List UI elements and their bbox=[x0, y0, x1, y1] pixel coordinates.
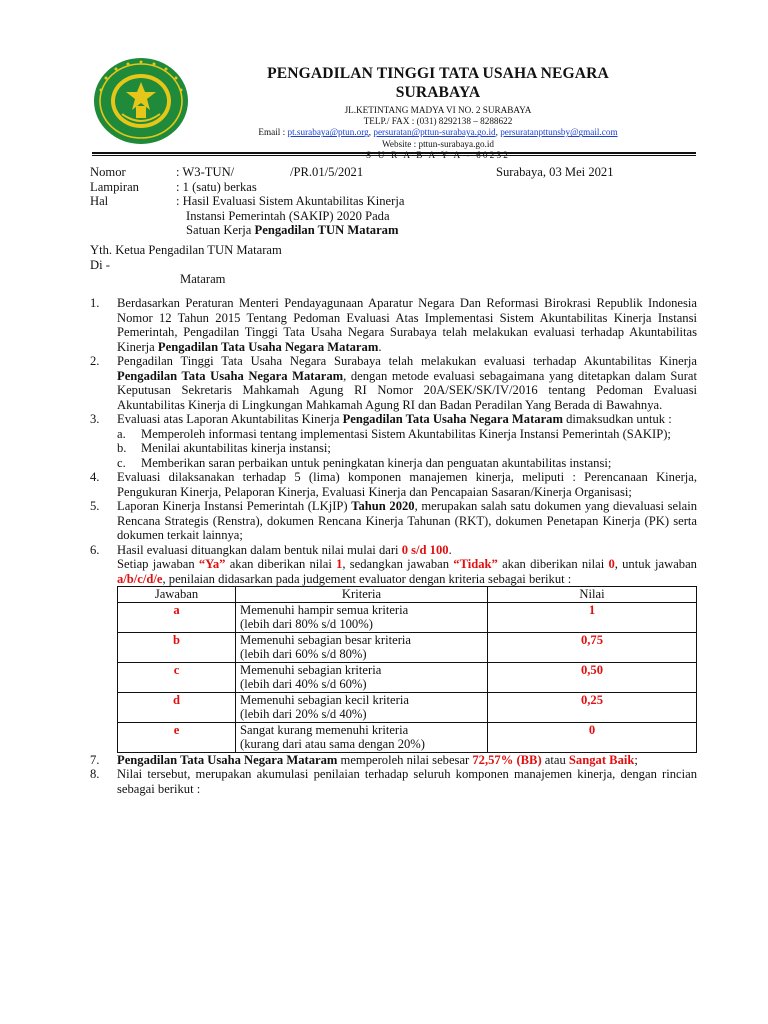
letterhead-website: Website : pttun-surabaya.go.id bbox=[381, 138, 495, 149]
nomor-suffix: /PR.01/5/2021 bbox=[290, 165, 364, 179]
table-row: e Sangat kurang memenuhi kriteria (kurang dari atau sama dengan 20%) 0 bbox=[118, 722, 697, 752]
list-item-4: 4. Evaluasi dilaksanakan terhadap 5 (lima) komponen manajemen kinerja, meliputi : Perencanaan Kinerja, Pengukuran Kinerja, Pelaporan Kinerja, Evaluasi Kinerja dan Pencapaian Sasaran/Kinerja Organisasi; bbox=[90, 470, 697, 499]
hal-line-3: Satuan Kerja Pengadilan TUN Mataram bbox=[186, 223, 399, 237]
hal-label: Hal bbox=[90, 194, 109, 208]
list-item-2: 2. Pengadilan Tinggi Tata Usaha Negara Surabaya telah melakukan evaluasi terhadap Akuntabilitas Kinerja Pengadilan Tata Usaha Negara Mataram, dengan metode evaluasi sebagaimana yang ditetapkan dalam Surat Keputusan Sekretaris Mahkamah Agung RI Nomor 20A/SEK/SK/IV/2016 tentang Pedoman Evaluasi Akuntabilitas Kinerja di Lingkungan Mahkamah Agung RI dan Badan Peradilan Yang Berada di Bawahnya. bbox=[90, 354, 697, 412]
lampiran-value: : 1 (satu) berkas bbox=[176, 179, 257, 194]
final-score: 72,57% (BB) bbox=[472, 752, 542, 767]
letter-body bbox=[90, 296, 697, 796]
table-header-kriteria: Kriteria bbox=[236, 587, 488, 603]
hal-line-2: Instansi Pemerintah (SAKIP) 2020 Pada bbox=[186, 208, 390, 223]
table-header-jawaban: Jawaban bbox=[118, 587, 236, 603]
letterhead-email-line: Email : pt.surabaya@ptun.org, persuratan@pttun-surabaya.go.id, persuratanpttunsby@gmail.com bbox=[258, 127, 618, 138]
lampiran-label: Lampiran bbox=[90, 179, 139, 194]
table-row: b Memenuhi sebagian besar kriteria (lebih dari 60% s/d 80%) 0,75 bbox=[118, 632, 697, 662]
hal-subject-bold: Pengadilan TUN Mataram bbox=[254, 223, 399, 237]
table-header-nilai: Nilai bbox=[488, 587, 697, 603]
letter-header-fields bbox=[90, 165, 700, 238]
nomor-value: : W3-TUN/ bbox=[176, 165, 235, 179]
recipient-line-1: Yth. Ketua Pengadilan TUN Mataram bbox=[90, 243, 282, 257]
letterhead-city-postal: S U R A B A Y A - 60232 bbox=[365, 149, 511, 160]
table-row: d Memenuhi sebagian kecil kriteria (lebih dari 20% s/d 40%) 0,25 bbox=[118, 692, 697, 722]
table-row: c Memenuhi sebagian kriteria (lebih dari 40% s/d 60%) 0,50 bbox=[118, 662, 697, 692]
recipient-line-2: Di - bbox=[90, 257, 110, 272]
sub-item-a: a. Memperoleh informasi tentang implementasi Sistem Akuntabilitas Kinerja Instansi Pemerintah (SAKIP); bbox=[117, 426, 671, 441]
sub-item-b: b. Menilai akuntabilitas kinerja instansi; bbox=[117, 441, 331, 455]
recipient-block bbox=[90, 243, 282, 287]
letterhead-city-title: SURABAYA bbox=[395, 84, 481, 101]
list-item-3: 3. Evaluasi atas Laporan Akuntabilitas Kinerja Pengadilan Tata Usaha Negara Mataram dimaksudkan untuk : a. Memperoleh informasi tentang implementasi Sistem Akuntabilitas Kinerja Instansi Pemerintah (SAKIP); b. Menilai akuntabilitas kinerja instansi; c. Memberikan saran perbaikan untuk peningkatan kinerja dan penguatan akuntabilitas instansi; bbox=[90, 412, 697, 470]
recipient-city: Mataram bbox=[180, 272, 226, 286]
criteria-table bbox=[117, 586, 697, 753]
letterhead bbox=[200, 64, 676, 161]
list-item-5: 5. Laporan Kinerja Instansi Pemerintah (LKjIP) Tahun 2020, merupakan salah satu dokumen yang dievaluasi selain Rencana Strategis (Renstra), dokumen Rencana Kinerja Tahunan (RKT), dokumen Penetapan Kinerja (PK) serta dokumen terkait lainnya; bbox=[90, 499, 697, 542]
letterhead-address: JL.KETINTANG MADYA VI NO. 2 SURABAYA bbox=[344, 105, 532, 115]
table-header-row bbox=[118, 587, 697, 603]
nomor-label: Nomor bbox=[90, 165, 126, 179]
table-row: a Memenuhi hampir semua kriteria (lebih dari 80% s/d 100%) 1 bbox=[118, 602, 697, 632]
list-item-8: 8. Nilai tersebut, merupakan akumulasi penilaian terhadap seluruh komponen manajemen kinerja, dengan rincian sebagai berikut : bbox=[90, 767, 697, 796]
email-link-2[interactable]: persuratan@pttun-surabaya.go.id bbox=[373, 127, 496, 138]
letterhead-phone: TELP./ FAX : (031) 8292138 – 8288622 bbox=[363, 116, 513, 127]
list-item-1: 1. Berdasarkan Peraturan Menteri Pendayagunaan Aparatur Negara Dan Reformasi Birokrasi Republik Indonesia Nomor 12 Tahun 2015 Tentang Pedoman Evaluasi Atas Implementasi Sistem Akuntabilitas Kinerja Instansi Pemerintah, Pengadilan Tinggi Tata Usaha Negara Surabaya telah melakukan evaluasi terhadap Akuntabilitas Kinerja Pengadilan Tata Usaha Negara Mataram. bbox=[90, 296, 697, 354]
hal-line-1: : Hasil Evaluasi Sistem Akuntabilitas Kinerja bbox=[176, 194, 405, 208]
email-label: Email : bbox=[258, 127, 286, 138]
email-link-3[interactable]: persuratanpttunsby@gmail.com bbox=[500, 127, 618, 138]
score-range: 0 s/d 100 bbox=[401, 542, 449, 557]
sub-item-c: c. Memberikan saran perbaikan untuk peningkatan kinerja dan penguatan akuntabilitas instansi; bbox=[117, 455, 612, 470]
court-emblem-icon bbox=[92, 56, 190, 146]
letter-date: Surabaya, 03 Mei 2021 bbox=[496, 165, 614, 179]
list-item-6: 6. Hasil evaluasi dituangkan dalam bentuk nilai mulai dari 0 s/d 100. Setiap jawaban “Ya” akan diberikan nilai 1, sedangkan jawaban “Tidak” akan diberikan nilai 0, untuk jawaban a/b/c/d/e, penilaian didasarkan pada judgement evaluator dengan kriteria sebagai berikut : bbox=[90, 542, 697, 586]
email-link-1[interactable]: pt.surabaya@ptun.org bbox=[287, 127, 369, 138]
list-item-7: 7. Pengadilan Tata Usaha Negara Mataram memperoleh nilai sebesar 72,57% (BB) atau Sangat Baik; bbox=[90, 752, 638, 767]
letterhead-title: PENGADILAN TINGGI TATA USAHA NEGARA bbox=[267, 65, 609, 82]
letterhead-rule-thin bbox=[92, 155, 696, 156]
final-grade: Sangat Baik bbox=[568, 752, 635, 767]
letterhead-rule-thick bbox=[92, 152, 696, 154]
